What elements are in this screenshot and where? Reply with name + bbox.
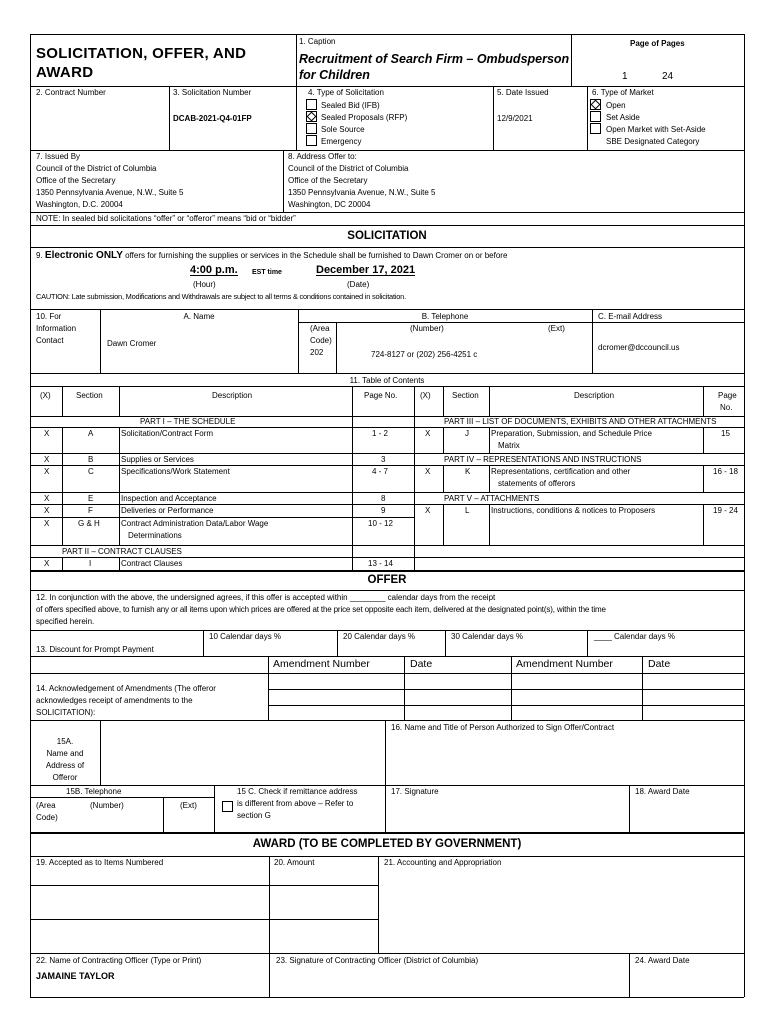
item12-text: specified herein. [36, 617, 95, 626]
rule [268, 689, 744, 690]
rule [30, 34, 31, 997]
rule [268, 656, 269, 720]
item9-body: offers for furnishing the supplies or services in the Schedule shall be furnished to Dawn Cromer on or before [125, 251, 508, 260]
rule [296, 86, 297, 150]
rule [443, 465, 444, 492]
rule [30, 885, 378, 886]
rule [336, 322, 337, 373]
rule [337, 630, 338, 656]
form-title-line2: AWARD [36, 64, 94, 81]
rule [443, 504, 444, 545]
sbe-category-label: SBE Designated Category [606, 137, 700, 146]
contact-label: Contact [36, 336, 64, 345]
phone-number: 724-8127 or (202) 256-4251 c [371, 350, 478, 359]
solicitation-heading: SOLICITATION [347, 230, 427, 242]
toc-section: B [88, 455, 94, 464]
remittance-checkbox[interactable] [222, 801, 233, 812]
discount-10-days: 10 Calendar days % [209, 632, 282, 641]
area-label: Code) [36, 813, 58, 822]
toc-desc: Representations, certification and other [491, 467, 631, 476]
set-aside-label: Set Aside [606, 113, 640, 122]
page-number: 1 [622, 71, 628, 82]
solicitation-number-label: 3. Solicitation Number [173, 88, 252, 97]
toc-desc: Instructions, conditions & notices to Proposers [491, 506, 656, 515]
rule [119, 427, 120, 545]
rule [30, 492, 744, 493]
offeror-name-label: Offeror [52, 773, 78, 782]
rule [30, 953, 744, 954]
toc-col-section: Section [452, 391, 479, 400]
rule [352, 386, 353, 570]
toc-page: 15 [721, 429, 730, 438]
toc-desc: Determinations [128, 531, 182, 540]
contact-name: Dawn Cromer [107, 339, 157, 348]
contracting-officer-label: 22. Name of Contracting Officer (Type or Print) [36, 956, 202, 965]
caption-line1: Recruitment of Search Firm – Ombudsperson [299, 52, 570, 66]
rule [30, 427, 744, 428]
toc-col-x: (X) [40, 391, 51, 400]
page-label: Page of Pages [630, 39, 685, 48]
rule [489, 427, 490, 453]
rule [744, 34, 745, 997]
toc-x: X [425, 467, 431, 476]
offer-heading: OFFER [367, 574, 407, 586]
area-code: 202 [310, 348, 324, 357]
address-offer-line: Office of the Secretary [288, 176, 368, 185]
amendments-label: SOLICITATION): [36, 708, 96, 717]
toc-desc: statements of offerors [498, 479, 576, 488]
rule [629, 785, 630, 832]
rule [30, 373, 744, 374]
rule [30, 86, 744, 87]
emergency-label: Emergency [321, 137, 362, 146]
offeror-name-label: Name and [46, 749, 84, 758]
toc-desc: Deliveries or Performance [121, 506, 214, 515]
accounting-label: 21. Accounting and Appropriation [384, 858, 502, 867]
deadline-est: EST time [252, 269, 282, 276]
amendments-label: 14. Acknowledgement of Amendments (The offeror [36, 684, 216, 693]
set-aside-checkbox[interactable] [590, 111, 601, 122]
issued-by-label: 7. Issued By [36, 152, 81, 161]
number-label: (Number) [90, 801, 124, 810]
rule [30, 720, 744, 721]
rule [489, 465, 490, 492]
toc-section: C [88, 467, 94, 476]
sole-source-label: Sole Source [321, 125, 365, 134]
rule [62, 557, 63, 570]
toc-section: A [88, 429, 94, 438]
signature-label: 17. Signature [391, 787, 439, 796]
rule [119, 386, 120, 416]
amendment-date-col: Date [648, 658, 671, 670]
sole-source-checkbox[interactable] [306, 123, 317, 134]
toc-col-x: (X) [420, 391, 431, 400]
rule [703, 386, 704, 416]
remittance-check-label: 15 C. Check if remittance address [237, 787, 358, 796]
solicitation-number: DCAB-2021-Q4-01FP [173, 114, 252, 123]
item9-text [36, 251, 507, 261]
open-market-label: Open [606, 101, 626, 110]
rule [119, 557, 120, 570]
rule [404, 656, 405, 720]
rule [511, 656, 512, 720]
rule [489, 504, 490, 545]
rule [30, 797, 214, 798]
toc-x: X [44, 506, 50, 515]
hour-label: (Hour) [193, 280, 216, 289]
rule [62, 427, 63, 545]
telephone-label: B. Telephone [421, 312, 469, 321]
address-offer-line: Washington, DC 20004 [288, 200, 371, 209]
toc-page: 8 [381, 494, 386, 503]
rule [298, 322, 744, 323]
item12-text: of offers specified above, to furnish any or all items upon which prices are offered at the price set opposite each item, delivered at the designated point(s), within the time [36, 605, 606, 614]
toc-col-page: Page [718, 391, 737, 400]
rule [443, 386, 444, 416]
toc-page: 4 - 7 [372, 467, 389, 476]
rule [30, 590, 744, 591]
rule [30, 919, 378, 920]
amendment-number-col: Amendment Number [273, 658, 370, 670]
address-offer-label: 8. Address Offer to: [288, 152, 357, 161]
toc-desc: Supplies or Services [121, 455, 194, 464]
rule [642, 656, 643, 720]
rule [30, 225, 744, 226]
part3-heading: PART III – LIST OF DOCUMENTS, EXHIBITS AND OTHER ATTACHMENTS [444, 417, 717, 426]
discount-20-days: 20 Calendar days % [343, 632, 416, 641]
discount-30-days: 30 Calendar days % [451, 632, 524, 641]
rule [489, 386, 490, 416]
deadline-time: 4:00 p.m. [190, 264, 238, 276]
part4-heading: PART IV – REPRESENTATIONS AND INSTRUCTIONS [444, 455, 642, 464]
rule [163, 797, 164, 832]
toc-x: X [44, 494, 50, 503]
toc-section: L [465, 506, 470, 515]
date-label: (Date) [347, 280, 370, 289]
rule [296, 34, 297, 86]
name-label: A. Name [183, 312, 215, 321]
toc-desc: Matrix [498, 441, 520, 450]
rule [30, 517, 414, 518]
toc-col-section: Section [76, 391, 103, 400]
rule [30, 453, 744, 454]
rule [30, 150, 744, 151]
toc-col-description: Description [212, 391, 253, 400]
deadline-date: December 17, 2021 [316, 264, 416, 276]
award-date-label: 18. Award Date [635, 787, 690, 796]
rule [443, 427, 444, 453]
rule [30, 309, 744, 310]
remittance-check-label: section G [237, 811, 271, 820]
toc-col-description: Description [574, 391, 615, 400]
rule [283, 150, 284, 212]
rule [269, 856, 270, 997]
page-count: 24 [662, 71, 674, 82]
toc-section: K [465, 467, 471, 476]
toc-page: 16 - 18 [713, 467, 738, 476]
toc-page: 1 - 2 [372, 429, 389, 438]
amendment-number-col: Amendment Number [516, 658, 613, 670]
rule [30, 34, 744, 35]
sealed-bid-label: Sealed Bid (IFB) [321, 101, 380, 110]
rule [703, 504, 704, 545]
ext-label: (Ext) [548, 324, 565, 333]
toc-page: 10 - 12 [368, 519, 393, 528]
offeror-name-label: 15A. [56, 737, 74, 746]
toc-desc: Inspection and Acceptance [121, 494, 217, 503]
rule [703, 427, 704, 453]
date-issued-label: 5. Date Issued [497, 88, 549, 97]
contact-label: Information [36, 324, 77, 333]
issued-by-line: Washington, D.C. 20004 [36, 200, 123, 209]
caption-label: 1. Caption [299, 37, 336, 46]
remittance-check-label: is different from above – Refer to [237, 799, 354, 808]
rule [30, 656, 744, 657]
rule [587, 86, 588, 150]
rule [378, 856, 379, 953]
email-address[interactable]: dcromer@dccouncil.us [598, 343, 680, 352]
toc-x: X [44, 559, 50, 568]
area-label: Code) [310, 336, 332, 345]
rule [414, 386, 415, 570]
toc-desc: Contract Clauses [121, 559, 183, 568]
open-with-set-aside-checkbox[interactable] [590, 123, 601, 134]
toc-x: X [425, 506, 431, 515]
sealed-proposals-label: Sealed Proposals (RFP) [321, 113, 408, 122]
toc-col-page: Page No. [364, 391, 398, 400]
toc-section: I [89, 559, 92, 568]
toc-section: G & H [78, 519, 100, 528]
toc-x: X [44, 519, 50, 528]
rule [385, 720, 386, 832]
amendments-label: acknowledges receipt of amendments to the [36, 696, 193, 705]
rule [592, 309, 593, 373]
issued-by-line: Office of the Secretary [36, 176, 116, 185]
rule [30, 673, 744, 674]
rule [30, 570, 744, 572]
toc-page: 3 [381, 455, 386, 464]
toc-desc: Preparation, Submission, and Schedule Price [491, 429, 652, 438]
rule [30, 247, 744, 248]
rule [30, 504, 744, 505]
rule [30, 997, 744, 998]
offeror-telephone-label: 15B. Telephone [66, 787, 122, 796]
rule [445, 630, 446, 656]
emergency-checkbox[interactable] [306, 135, 317, 146]
rule [100, 720, 101, 785]
issued-by-line: 1350 Pennsylvania Avenue, N.W., Suite 5 [36, 188, 184, 197]
email-label: C. E-mail Address [598, 312, 663, 321]
toc-desc: Specifications/Work Statement [121, 467, 230, 476]
note: NOTE: In sealed bid solicitations “offer” or “offeror” means “bid or “bidder” [36, 214, 296, 223]
toc-x: X [44, 455, 50, 464]
market-type-label: 6. Type of Market [592, 88, 654, 97]
issued-by-line: Council of the District of Columbia [36, 164, 157, 173]
discount-blank-days: ____ Calendar days % [594, 632, 675, 641]
caption-line2: for Children [299, 68, 370, 82]
area-label: (Area [310, 324, 330, 333]
toc-section: F [88, 506, 93, 515]
toc-desc: Solicitation/Contract Form [121, 429, 214, 438]
amendment-date-col: Date [410, 658, 433, 670]
rule [30, 832, 744, 834]
number-label: (Number) [410, 324, 444, 333]
rule [30, 545, 744, 546]
rule [587, 630, 588, 656]
toc-x: X [425, 429, 431, 438]
toc-page: 9 [381, 506, 386, 515]
award-date-label: 24. Award Date [635, 956, 690, 965]
rule [203, 630, 204, 656]
item9-num: 9. [36, 251, 43, 260]
toc-page: 13 - 14 [368, 559, 393, 568]
open-with-set-aside-label: Open Market with Set-Aside [606, 125, 706, 134]
toc-heading: 11. Table of Contents [349, 376, 425, 385]
rule [571, 34, 572, 86]
toc-x: X [44, 429, 50, 438]
ext-label: (Ext) [180, 801, 197, 810]
authorized-signer-label: 16. Name and Title of Person Authorized to Sign Offer/Contract [391, 723, 615, 732]
rule [30, 856, 744, 857]
officer-signature-label: 23. Signature of Contracting Officer (District of Columbia) [276, 956, 479, 965]
accepted-items-label: 19. Accepted as to Items Numbered [36, 858, 164, 867]
address-offer-line: 1350 Pennsylvania Avenue, N.W., Suite 5 [288, 188, 436, 197]
rule [30, 785, 744, 786]
toc-x: X [44, 467, 50, 476]
part2-heading: PART II – CONTRACT CLAUSES [62, 547, 182, 556]
toc-desc: Contract Administration Data/Labor Wage [121, 519, 269, 528]
address-offer-line: Council of the District of Columbia [288, 164, 409, 173]
caution: CAUTION: Late submission, Modifications and Withdrawals are subject to all terms & conditions contained in solicitation. [36, 292, 406, 301]
date-issued: 12/9/2021 [497, 114, 533, 123]
rule [214, 785, 215, 832]
sealed-bid-checkbox[interactable] [306, 99, 317, 110]
rule [493, 86, 494, 150]
rule [169, 86, 170, 150]
rule [703, 465, 704, 492]
rule [30, 212, 744, 213]
rule [268, 705, 744, 706]
toc-section: E [88, 494, 94, 503]
toc-section: J [465, 429, 469, 438]
rule [62, 386, 63, 416]
toc-page: 19 - 24 [713, 506, 738, 515]
offeror-name-label: Address of [45, 761, 85, 770]
contracting-officer-name: JAMAINE TAYLOR [36, 971, 115, 981]
amount-label: 20. Amount [274, 858, 315, 867]
rule [30, 386, 744, 387]
rule [629, 953, 630, 997]
rule [30, 465, 744, 466]
area-label: (Area [36, 801, 56, 810]
contract-number-label: 2. Contract Number [36, 88, 106, 97]
rule [30, 630, 744, 631]
part1-heading: PART I – THE SCHEDULE [140, 417, 236, 426]
rule [30, 557, 744, 558]
item9-electronic-only: Electronic ONLY [44, 250, 123, 261]
item12-text: 12. In conjunction with the above, the undersigned agrees, if this offer is accepted within ________ calendar days from the receipt [36, 593, 496, 602]
award-heading: AWARD (TO BE COMPLETED BY GOVERNMENT) [252, 838, 522, 850]
part5-heading: PART V – ATTACHMENTS [444, 494, 540, 503]
solicitation-type-label: 4. Type of Solicitation [308, 88, 384, 97]
discount-label: 13. Discount for Prompt Payment [36, 645, 154, 654]
toc-col-page: No. [720, 403, 733, 412]
form-title-line1: SOLICITATION, OFFER, AND [36, 45, 247, 62]
contact-label: 10. For [36, 312, 62, 321]
